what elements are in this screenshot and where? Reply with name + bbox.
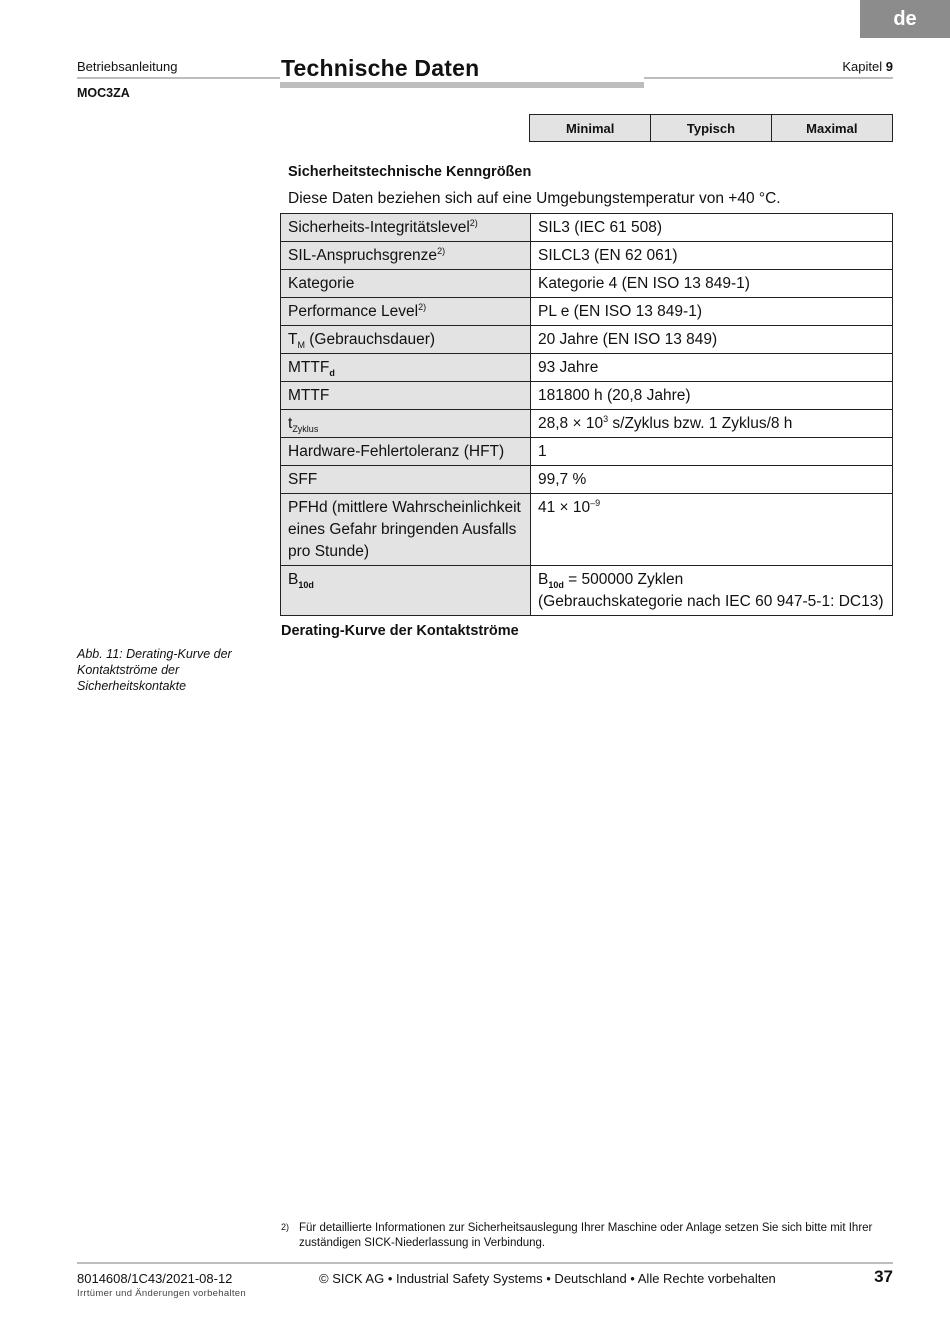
- footnote-text: Für detaillierte Informationen zur Sicherheitsauslegung Ihrer Maschine oder Anlage setzen Sie sich bitte mit Ihrer zuständigen SICK-Niederlassung in Verbindung.: [299, 1222, 873, 1249]
- spec-value: 1: [531, 438, 893, 466]
- spec-label: Hardware-Fehlertoleranz (HFT): [281, 438, 531, 466]
- header-rule-right: [644, 77, 893, 79]
- table-row: [281, 382, 893, 410]
- chapter-indicator: [842, 59, 893, 74]
- column-maximal: Maximal: [771, 114, 893, 142]
- spec-label: Sicherheits-Integritätslevel$^{2)}$: [281, 214, 531, 242]
- disclaimer: Irrtümer und Änderungen vorbehalten: [77, 1288, 246, 1299]
- spec-label: $B_{10d}$: [281, 566, 531, 616]
- language-tab: de: [860, 0, 950, 38]
- spec-label: $T_M$ (Gebrauchsdauer): [281, 326, 531, 354]
- table-row: [281, 298, 893, 326]
- section-heading: Sicherheitstechnische Kenngrößen: [288, 164, 532, 180]
- spec-label: $t_{Zyklus}$: [281, 410, 531, 438]
- spec-value: SIL3 (IEC 61 508): [531, 214, 893, 242]
- table-row: [281, 270, 893, 298]
- table-row: [281, 354, 893, 382]
- footer-rule: [77, 1262, 893, 1264]
- spec-label: PFHd (mittlere Wahrscheinlichkeit eines Gefahr bringenden Ausfalls pro Stunde): [281, 494, 531, 566]
- value-column-headers: [529, 114, 893, 142]
- table-row: [281, 410, 893, 438]
- section-intro: Diese Daten beziehen sich auf eine Umgebungstemperatur von +40 °C.: [288, 190, 781, 207]
- figure-caption: Abb. 11: Derating-Kurve der Kontaktströme der Sicherheitskontakte: [77, 647, 232, 693]
- page-title: Technische Daten: [281, 55, 480, 81]
- spec-label: SFF: [281, 466, 531, 494]
- spec-value: $41 \times 10^{-9}$: [531, 494, 893, 566]
- doc-type-label: Betriebsanleitung: [77, 59, 178, 74]
- spec-value: Kategorie 4 (EN ISO 13 849-1): [531, 270, 893, 298]
- spec-value: SILCL3 (EN 62 061): [531, 242, 893, 270]
- chapter-label: Kapitel: [842, 59, 883, 74]
- column-minimal: Minimal: [529, 114, 651, 142]
- copyright: © SICK AG • Industrial Safety Systems • Deutschland • Alle Rechte vorbehalten: [319, 1271, 776, 1286]
- table-row: [281, 326, 893, 354]
- spec-value: PL e (EN ISO 13 849-1): [531, 298, 893, 326]
- table-row: [281, 438, 893, 466]
- chapter-number: 9: [885, 59, 893, 74]
- spec-value: 20 Jahre (EN ISO 13 849): [531, 326, 893, 354]
- spec-label: Performance Level$^{2)}$: [281, 298, 531, 326]
- product-label: MOC3ZA: [77, 86, 130, 100]
- spec-value: 99,7 %: [531, 466, 893, 494]
- spec-value: $B_{10d} = 500000$ Zyklen (Gebrauchskategorie nach IEC 60 947-5-1: DC13): [531, 566, 893, 616]
- footnote-mark: 2): [281, 1222, 290, 1232]
- safety-specs-table: [280, 213, 893, 616]
- spec-value: $28,8 \times 10^3$ s/Zyklus bzw. 1 Zyklus/8 h: [531, 410, 893, 438]
- spec-label: $MTTF_d$: [281, 354, 531, 382]
- spec-label: MTTF: [281, 382, 531, 410]
- table-row: [281, 566, 893, 616]
- table-row: [281, 494, 893, 566]
- doc-number: 8014608/1C43/2021-08-12: [77, 1271, 233, 1286]
- spec-label: SIL-Anspruchsgrenze$^{2)}$: [281, 242, 531, 270]
- spec-label: Kategorie: [281, 270, 531, 298]
- derating-heading: Derating-Kurve der Kontaktströme: [281, 623, 519, 639]
- table-row: [281, 242, 893, 270]
- title-underline: [280, 82, 644, 88]
- column-typisch: Typisch: [650, 114, 772, 142]
- table-row: [281, 466, 893, 494]
- spec-value: 93 Jahre: [531, 354, 893, 382]
- header-rule-left: [77, 77, 280, 79]
- spec-value: 181800 h (20,8 Jahre): [531, 382, 893, 410]
- page-number: 37: [874, 1267, 893, 1286]
- table-row: [281, 214, 893, 242]
